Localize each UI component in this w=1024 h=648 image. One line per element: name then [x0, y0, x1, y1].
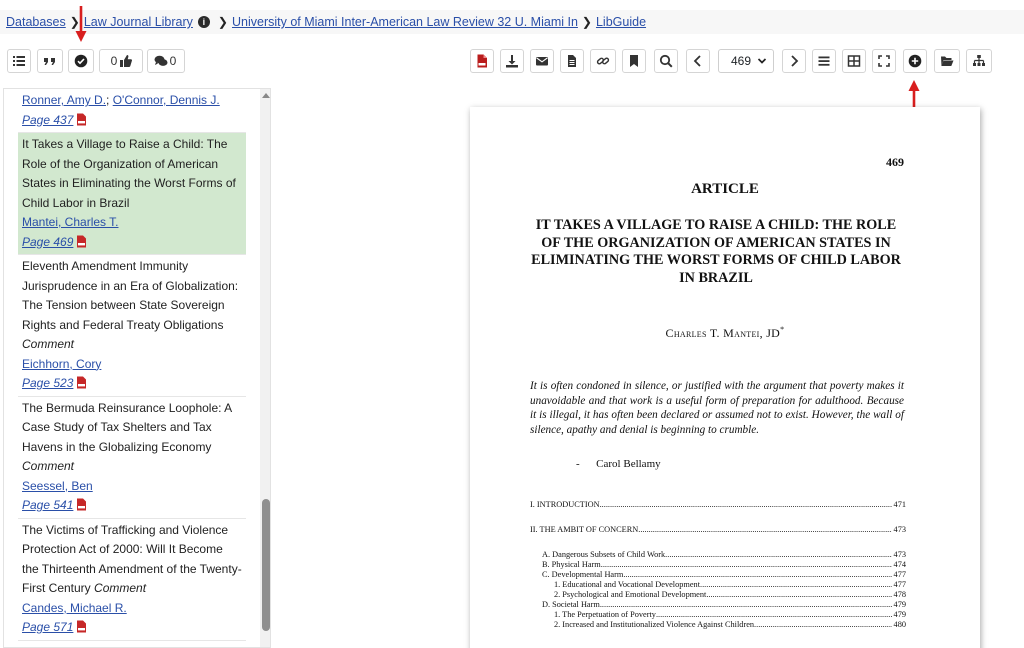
breadcrumb: [0, 10, 1024, 34]
breadcrumb-journal-link[interactable]: University of Miami Inter-American Law Review 32 U. Miami In: [231, 15, 578, 29]
article-title[interactable]: It Takes a Village to Raise a Child: The Role of the Organization of American States in Eliminating the Worst Forms of Child Labor in Brazil: [22, 137, 236, 210]
chevron-right-icon: ❯: [581, 15, 592, 29]
toc-entry: [542, 550, 906, 560]
list-item[interactable]: [18, 519, 246, 641]
download-pdf-button[interactable]: [470, 49, 494, 73]
author-link[interactable]: O'Connor, Dennis J.: [112, 93, 220, 107]
comments-button[interactable]: [147, 49, 185, 73]
toc-label: A. Dangerous Subsets of Child Work: [542, 550, 666, 559]
document-author-name: Charles T. Mantei, JD: [665, 326, 781, 340]
folder-open-icon: [940, 54, 954, 68]
thumbs-up-icon: [119, 54, 133, 68]
bookmark-icon: [627, 54, 641, 68]
menu-icon: [817, 54, 831, 68]
document-heading: ARTICLE: [691, 181, 759, 197]
scrollbar-thumb[interactable]: [262, 499, 270, 631]
pdf-icon[interactable]: [76, 235, 87, 248]
quote-icon: [43, 54, 57, 68]
article-title[interactable]: Eleventh Amendment Immunity Jurisprudence in an Era of Globalization: The Tension between State Sovereign Rights and Federal Treaty Obligations: [22, 259, 239, 332]
list-icon: [12, 54, 26, 68]
toc-entry: [554, 610, 906, 620]
page-link[interactable]: Page 541: [22, 498, 74, 512]
article-title[interactable]: The Bermuda Reinsurance Loophole: A Case Study of Tax Shelters and Tax Havens in the Globalizing Economy: [22, 400, 232, 454]
sitemap-icon: [972, 54, 986, 68]
permalink-button[interactable]: [590, 49, 616, 73]
email-button[interactable]: [530, 49, 554, 73]
list-item: Ronner, Amy D.; O'Connor, Dennis J. Page 437: [18, 89, 246, 133]
toc-label: 2. Increased and Institutionalized Violence Against Children: [554, 620, 755, 629]
like-count: 0: [110, 54, 118, 68]
toc-label: 2. Psychological and Emotional Development: [554, 590, 707, 599]
author-link[interactable]: Seessel, Ben: [22, 478, 93, 493]
toc-entry: [554, 580, 906, 590]
download-button[interactable]: [500, 49, 524, 73]
breadcrumb-libguide-link[interactable]: LibGuide: [595, 15, 647, 29]
author-link[interactable]: Mantei, Charles T.: [22, 215, 119, 229]
list-item-selected[interactable]: [18, 133, 246, 255]
pdf-icon[interactable]: [76, 113, 87, 126]
like-button[interactable]: [99, 49, 143, 73]
toc-label: C. Developmental Harm: [542, 570, 624, 579]
download-icon: [505, 54, 519, 68]
toc-page: 479: [893, 610, 906, 619]
document-page: [470, 107, 980, 648]
search-icon: [659, 54, 673, 68]
toc-entry: [530, 500, 906, 510]
author-link[interactable]: Eichhorn, Cory: [22, 356, 102, 371]
toc-page: 473: [893, 525, 906, 534]
article-list: [18, 89, 246, 641]
toc-entry: [542, 600, 906, 610]
document-author: [470, 325, 980, 341]
page-link[interactable]: Page 523: [22, 376, 74, 390]
cite-button[interactable]: [37, 49, 63, 73]
mark-read-button[interactable]: [68, 49, 94, 73]
toc-entry: [554, 620, 906, 630]
toc-page: 480: [893, 620, 906, 629]
toc-label: D. Societal Harm: [542, 600, 600, 609]
file-text-icon: [565, 54, 579, 68]
breadcrumb-databases-link[interactable]: Databases: [6, 15, 66, 29]
toc-label: I. INTRODUCTION: [530, 500, 600, 509]
pdf-icon[interactable]: [76, 620, 87, 633]
open-folder-button[interactable]: [934, 49, 960, 73]
document-text-button[interactable]: [560, 49, 584, 73]
toc-entry: [542, 560, 906, 570]
toc-label: B. Physical Harm: [542, 560, 601, 569]
page-number-select[interactable]: [718, 49, 774, 73]
page-link[interactable]: Page 469: [22, 234, 74, 249]
article-type: Comment: [94, 581, 147, 595]
toc-page: 473: [893, 550, 906, 559]
expand-icon: [877, 54, 891, 68]
pdf-icon[interactable]: [76, 376, 87, 389]
pdf-icon[interactable]: [76, 498, 87, 511]
grid-view-button[interactable]: [842, 49, 866, 73]
toc-page: 471: [893, 500, 906, 509]
article-list-sidebar: [3, 88, 271, 648]
scroll-up-arrow-icon[interactable]: [262, 93, 270, 98]
link-icon: [596, 54, 610, 68]
author-link[interactable]: Candes, Michael R.: [22, 600, 127, 615]
bookmark-button[interactable]: [622, 49, 646, 73]
chevron-right-icon: [787, 54, 801, 68]
author-footnote-mark: *: [780, 325, 785, 334]
article-title[interactable]: The Victims of Trafficking and Violence Protection Act of 2000: Will It Become the Thirteenth Amendment of the Twenty-First Century: [22, 522, 242, 595]
document-page-number: 469: [886, 155, 904, 169]
chevron-left-icon: [691, 54, 705, 68]
pdf-file-icon: [475, 54, 489, 68]
toc-page: 478: [893, 590, 906, 599]
toc-page: 479: [893, 600, 906, 609]
arrow-down-marker-icon: [74, 6, 88, 44]
text-view-button[interactable]: [812, 49, 836, 73]
previous-page-button[interactable]: [686, 49, 710, 73]
page-link[interactable]: Page 437: [22, 112, 74, 127]
article-type: Comment: [22, 459, 75, 473]
toc-page: 477: [893, 580, 906, 589]
document-epigraph: It is often condoned in silence, or justified with the argument that poverty makes it unavoidable and that work is a useful form of preparation for adulthood. Because it is illegal, it has often been declared or assumed not to exist. However, the wall of silence, apathy and denial is beginning to crumble.: [530, 380, 904, 436]
list-item[interactable]: [18, 255, 246, 397]
toc-entry: [554, 590, 906, 600]
document-title: IT TAKES A VILLAGE TO RAISE A CHILD: THE ROLE OF THE ORGANIZATION OF AMERICAN STATES IN ELIMINATING THE WORST FORMS OF CHILD LABOR IN BRAZIL: [531, 217, 901, 286]
toc-entry: [530, 525, 906, 535]
toc-label: 1. The Perpetuation of Poverty: [554, 610, 656, 619]
table-of-contents-button[interactable]: [7, 49, 31, 73]
comment-count: 0: [169, 54, 177, 68]
epigraph-author: - Carol Bellamy: [576, 458, 661, 470]
chevron-right-icon: ❯: [217, 15, 228, 29]
list-item[interactable]: [18, 397, 246, 519]
comments-icon: [154, 54, 168, 68]
envelope-icon: [535, 54, 549, 68]
breadcrumb-library-link[interactable]: Law Journal Library: [83, 15, 193, 29]
sidebar-scrollbar[interactable]: [260, 89, 271, 648]
toc-label: II. THE AMBIT OF CONCERN: [530, 525, 639, 534]
toc-page: 477: [893, 570, 906, 579]
page-number-value: 469: [731, 54, 752, 68]
hierarchy-button[interactable]: [966, 49, 992, 73]
grid-icon: [847, 54, 861, 68]
toc-label: 1. Educational and Vocational Development: [554, 580, 701, 589]
info-icon[interactable]: i: [198, 16, 210, 28]
search-button[interactable]: [654, 49, 678, 73]
article-type: Comment: [22, 337, 75, 351]
chevron-right-icon: ❯: [69, 15, 80, 29]
page-link[interactable]: Page 571: [22, 620, 74, 634]
add-button[interactable]: [903, 49, 927, 73]
chevron-down-icon: [757, 56, 767, 66]
check-circle-icon: [74, 54, 88, 68]
toc-page: 474: [893, 560, 906, 569]
plus-circle-icon: [908, 54, 922, 68]
next-page-button[interactable]: [782, 49, 806, 73]
fullscreen-button[interactable]: [872, 49, 896, 73]
toc-entry: [542, 570, 906, 580]
author-link[interactable]: Ronner, Amy D.: [22, 93, 107, 107]
